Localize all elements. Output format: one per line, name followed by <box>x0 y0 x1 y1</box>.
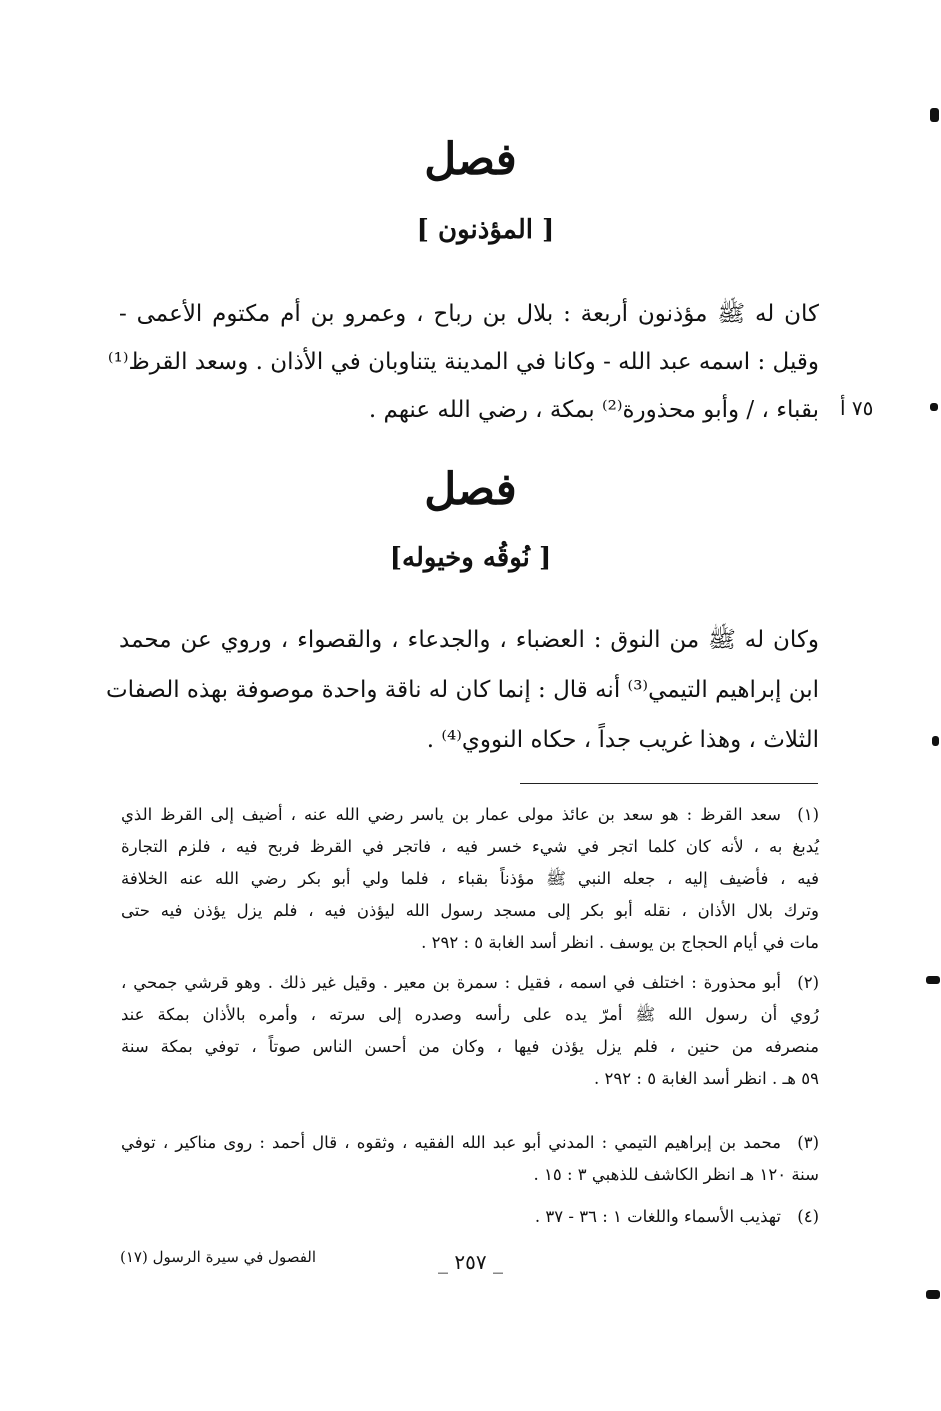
scan-artifact <box>926 976 940 984</box>
footnote-separator <box>520 783 818 784</box>
footnote-number: (٤) <box>797 1207 819 1226</box>
footnote-line: رُوي أن رسول الله ﷺ أمرّ يده على رأسه وصدره إلى سرته ، وأمره بالأذان بمكة عند <box>121 1005 819 1024</box>
paragraph-line: الثلاث ، وهذا غريب جداً ، حكاه النووي⁽⁴⁾ . <box>426 727 819 753</box>
footnote-line: فيه ، فأضيف إليه ، جعله النبي ﷺ مؤذناً بقباء ، فلما ولي أبو بكر رضي الله عنه الخلافة <box>121 869 819 888</box>
section-subtitle: [نُوقُه وخيوله ] <box>389 543 552 573</box>
paragraph-line: كان له ﷺ مؤذنون أربعة : بلال بن رباح ، وعمرو بن أم مكتوم الأعمى - <box>119 301 819 327</box>
page-number: _ ٢٥٧ _ <box>438 1250 503 1274</box>
paragraph-line: ابن إبراهيم التيمي⁽³⁾ أنه قال : إنما كان له ناقة واحدة موصوفة بهذه الصفات <box>105 677 819 703</box>
footnote-line: يُدبغ به ، لأنه كان كلما اتجر في شيء خسر فيه ، فاتجر في القرظ فربح فيه ، فلزم التجارة <box>121 837 819 856</box>
footnote-number: (٣) <box>797 1133 819 1152</box>
margin-folio-note: ٧٥ أ <box>840 396 874 420</box>
footnote-line: سنة ١٢٠ هـ انظر الكاشف للذهبي ٣ : ١٥ . <box>533 1165 819 1184</box>
footnote-number: (٢) <box>797 973 819 992</box>
footnote-line: سعد القرظ : هو سعد بن عائذ مولى عمار بن ياسر رضي الله عنه ، أضيف إلى القرظ الذي <box>121 805 781 824</box>
running-footer-title: الفصول في سيرة الرسول (١٧) <box>120 1248 317 1266</box>
scan-artifact <box>930 108 939 122</box>
section-subtitle: [ المؤذنون ] <box>416 215 555 245</box>
footnote-line: مات في أيام الحجاج بن يوسف . انظر أسد الغابة ٥ : ٢٩٢ . <box>421 933 819 952</box>
footnote-line: منصرفه من حنين ، فلم يزل يؤذن فيها ، وكان من أحسن الناس صوتاً ، توفي بمكة سنة <box>121 1037 819 1056</box>
paragraph-line: بقباء ، / وأبو محذورة⁽²⁾ بمكة ، رضي الله عنهم . <box>368 397 819 423</box>
section-title: فصل <box>424 134 517 185</box>
footnote-line: ٥٩ هـ . انظر أسد الغابة ٥ : ٢٩٢ . <box>594 1069 819 1088</box>
footnote-line: محمد بن إبراهيم التيمي : المدني أبو عبد الله الفقيه ، وثقوه ، قال أحمد : روى مناكير ، توفي <box>121 1133 781 1152</box>
footnote-line: أبو محذورة : اختلف في اسمه ، فقيل : سمرة بن معير . وقيل غير ذلك . وهو قرشي جمحي ، <box>121 973 781 992</box>
paragraph-line: وقيل : اسمه عبد الله - وكانا في المدينة يتناوبان في الأذان . وسعد القرظ⁽¹⁾ <box>107 349 819 375</box>
scan-artifact <box>930 403 938 411</box>
footnote-line: تهذيب الأسماء واللغات ١ : ٣٦ - ٣٧ . <box>534 1207 781 1226</box>
paragraph-line: وكان له ﷺ من النوق : العضباء ، والجدعاء ، والقصواء ، وروي عن محمد <box>119 627 819 653</box>
footnote-number: (١) <box>797 805 819 824</box>
scan-artifact <box>926 1290 940 1299</box>
section-title: فصل <box>424 464 517 515</box>
scan-artifact <box>932 736 939 746</box>
footnote-line: وترك بلال الأذان ، نقله أبو بكر إلى مسجد رسول الله ليؤذن فيه ، فلم يزل يؤذن فيه حتى <box>121 901 819 920</box>
